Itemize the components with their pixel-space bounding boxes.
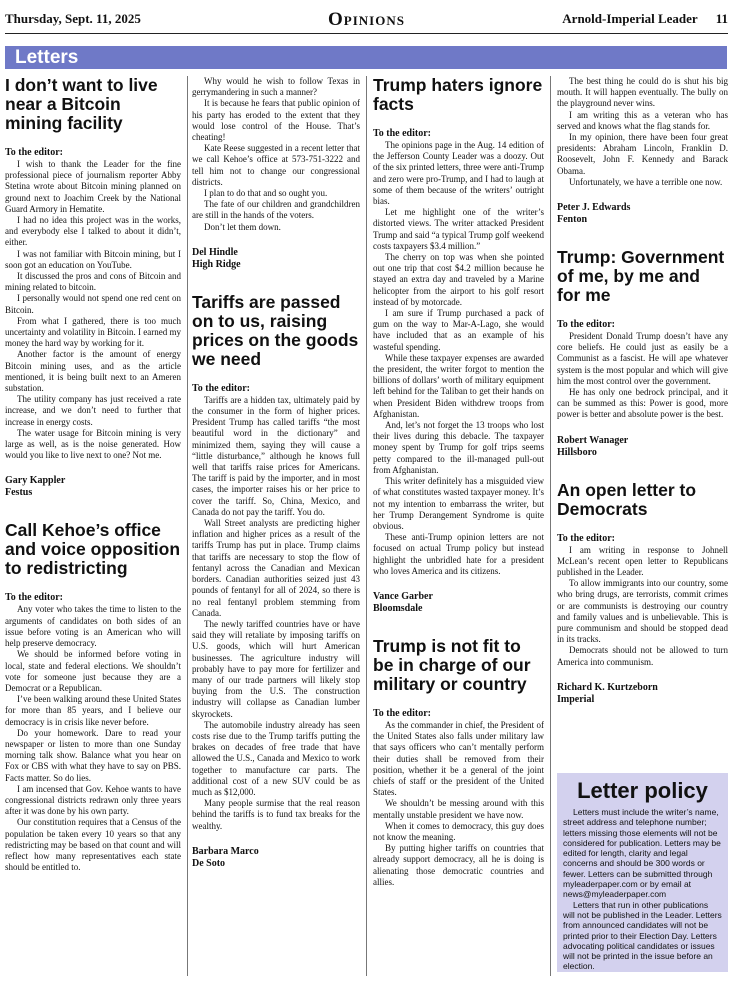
paragraph: I am writing this as a veteran who has served and knows what the flag stands for. bbox=[557, 109, 728, 131]
paragraph: This writer definitely has a misguided view of what constitutes wasted taxpayer money. It’s not my intention to embarrass the writer, but her Trump Derangement Syndrome is quite obvious. bbox=[373, 476, 544, 531]
letter-policy-box bbox=[557, 773, 728, 972]
author-name: Robert Wanager bbox=[557, 434, 629, 446]
letter-trump-haters bbox=[373, 76, 544, 615]
paragraph: I am incensed that Gov. Kehoe wants to have congressional districts redrawn only three years after it was done by his own party. bbox=[5, 783, 181, 817]
letter-headline: Tariffs are passed on to us, raising prices on the goods we need bbox=[192, 291, 359, 369]
paper-info bbox=[562, 11, 728, 27]
paragraph: Why would he wish to follow Texas in gerrymandering in such a manner? bbox=[192, 76, 360, 98]
author-town: Hillsboro bbox=[557, 446, 597, 458]
paragraph: He has only one bedrock principal, and it can be summed as this: Power is good, more power is better and absolute power is the best. bbox=[557, 387, 728, 420]
paragraph: We shouldn’t be messing around with this mentally unstable president we have now. bbox=[373, 798, 544, 820]
paragraph: Many people surmise that the real reason behind the tariffs is to fund tax breaks for the wealthy. bbox=[192, 798, 360, 831]
paragraph: Kate Reese suggested in a recent letter that we call Kehoe’s office at 573-751-3222 and tell him not to change our congressional districts. bbox=[192, 143, 360, 187]
paragraph: When it comes to democracy, this guy does not know the meaning. bbox=[373, 820, 544, 842]
letter-headline: Trump haters ignore facts bbox=[373, 76, 543, 114]
author-town: Bloomsdale bbox=[373, 602, 423, 614]
salutation: To the editor: bbox=[557, 319, 615, 331]
letters-banner-label: Letters bbox=[15, 47, 79, 68]
paragraph: The water usage for Bitcoin mining is very large as well, as is the noise generated. How would you like to live next to one? Not me. bbox=[5, 427, 181, 461]
paragraph: It is because he fears that public opinion of his party has eroded to the extent that they would lose control of the House. That’s cheating! bbox=[192, 98, 360, 143]
paragraph: These anti-Trump opinion letters are not focused on actual Trump policy but instead highlight the unbridled hate for a president who loves America and its citizens. bbox=[373, 532, 544, 576]
letter-headline: Call Kehoe’s office and voice opposition to redistricting bbox=[5, 520, 181, 579]
paragraph: I personally would not spend one red cent on Bitcoin. bbox=[5, 293, 181, 315]
letter-policy-text: Letters must include the writer’s name, street address and telephone number; letters missing those elements will not be considered for publication. Letters may be edited for length, clarity and legal concerns and should be 300 words or fewer. Letters can be submitted through myleaderpaper.com or by email at news@myleaderpaper.com bbox=[563, 807, 721, 900]
column-2 bbox=[192, 76, 360, 976]
letter-open-letter bbox=[557, 481, 728, 706]
letter-government-of-me bbox=[557, 248, 728, 459]
paragraph: I plan to do that and so ought you. bbox=[204, 188, 328, 199]
paragraph: While these taxpayer expenses are awarded the president, the writer forgot to mention the billions of dollars’ worth of military equipment left behind for the Taliban to get their hands on when President Biden withdrew troops from Afghanistan. bbox=[373, 352, 544, 419]
letter-headline: Trump is not fit to be in charge of our military or country bbox=[373, 635, 531, 694]
paragraph: In my opinion, there have been four great presidents: Abraham Lincoln, Franklin D. Roosevelt, John F. Kennedy and Barack Obama. bbox=[557, 132, 728, 176]
paragraph: I am sure if Trump purchased a pack of gum on the way to Mar-A-Lago, she would have included that as an example of his wasteful spending. bbox=[373, 308, 544, 352]
paragraph: I wish to thank the Leader for the fine professional piece of journalism reporter Abby Stetina wrote about Bitcoin mining planned on ground next to Joachim Creek by the National Guard Armory in Hematite. bbox=[5, 159, 181, 214]
column-rule bbox=[366, 76, 367, 976]
paragraph: I had no idea this project was in the works, and everybody else I talked to about it didn’t, either. bbox=[5, 215, 181, 248]
column-4 bbox=[557, 76, 728, 769]
paragraph: Wall Street analysts are predicting higher inflation and higher prices as a result of the tariffs Trump has put in place. Trump claims that tariffs are necessary to stop the flow of fentanyl across the Canadian and Mexican borders. Canadian authorities seized just 43 pounds of fentanyl for all of 2024, so there is no real fentanyl problem stemming from Canada. bbox=[192, 518, 360, 618]
author-name: Richard K. Kurtzeborn bbox=[557, 681, 658, 693]
paragraph: Any voter who takes the time to listen to the arguments of candidates on both sides of an issue before voting is an American who will help preserve democracy. bbox=[5, 604, 181, 649]
paragraph: I’ve been walking around these United States for more than 85 years, and I believe our democracy is in crisis like never before. bbox=[5, 694, 181, 727]
paragraph: President Donald Trump doesn’t have any core beliefs. He could just as easily be a Communist as a fascist. He will ape whatever system is the most popular and which will give him the most control over the government. bbox=[557, 331, 728, 386]
masthead bbox=[5, 9, 728, 34]
paragraph: Our constitution requires that a Census of the population be taken every 10 years so that any redistricting may be based on that count and will reflect how many representatives each state should be entitled to. bbox=[5, 817, 181, 873]
author-name: Peter J. Edwards bbox=[557, 202, 631, 214]
letter-policy-text: Letters that run in other publications will not be published in the Leader. Letters from announced candidates will not be printed prior to their Election Day. Letters advocating political candidates or issues will not be printed in the issue before an election. bbox=[563, 899, 722, 972]
paragraph: The automobile industry already has seen costs rise due to the Trump tariffs putting the brakes on decades of free trade that have allowed the U.S., Canada and Mexico to work together to manufacture car parts. The additional cost of a new SUV could be as much as $12,000. bbox=[192, 719, 360, 797]
salutation: To the editor: bbox=[192, 382, 250, 394]
column-rule bbox=[550, 76, 551, 976]
paragraph: From what I gathered, there is too much uncertainty and volatility in Bitcoin. I earned my money the hard way by working for it. bbox=[5, 315, 181, 349]
paragraph: And, let’s not forget the 13 troops who lost their lives during this debacle. The taxpayer money spent by Trump for golf trips seems petty compared to the ill-managed pull-out from Afghanistan. bbox=[373, 420, 544, 475]
salutation: To the editor: bbox=[5, 147, 63, 158]
salutation: To the editor: bbox=[557, 532, 615, 544]
paragraph: Unfortunately, we have a terrible one now. bbox=[569, 176, 723, 187]
column-3 bbox=[373, 76, 544, 976]
salutation: To the editor: bbox=[5, 592, 63, 604]
paper-name: Arnold-Imperial Leader bbox=[562, 11, 698, 26]
author-name: Gary Kappler bbox=[5, 475, 66, 487]
paragraph: The utility company has just received a rate increase, and we don’t need to further that increase in energy costs. bbox=[5, 394, 181, 427]
author-name: Del Hindle bbox=[192, 246, 238, 258]
paragraph: I was not familiar with Bitcoin mining, but I soon got an education on YouTube. bbox=[5, 248, 181, 270]
author-town: Imperial bbox=[557, 693, 595, 705]
paragraph: By putting higher tariffs on countries that already support democracy, all he is doing is alienating those democratic countries and allies. bbox=[373, 843, 544, 887]
paragraph: We should be informed before voting in local, state and federal elections. We shouldn’t vote for someone just because they are a Democrat or a Republican. bbox=[5, 649, 181, 693]
salutation: To the editor: bbox=[373, 707, 431, 719]
page-number: 11 bbox=[715, 11, 728, 26]
letter-bitcoin bbox=[5, 76, 181, 499]
salutation: To the editor: bbox=[373, 128, 431, 139]
paragraph: To allow immigrants into our country, some who bring drugs, are terrorists, commit crimes or are communists is destroying our country and family values and is unbelievable. This is pure communism and should be stopped dead in its tracks. bbox=[557, 578, 728, 645]
paragraph: The best thing he could do is shut his big mouth. It will happen eventually. The bully on the playground never wins. bbox=[557, 76, 728, 109]
author-town: High Ridge bbox=[192, 258, 241, 270]
letter-headline: Trump: Government of me, by me and for me bbox=[557, 247, 725, 306]
paragraph: Another factor is the amount of energy Bitcoin mining uses, and as the article mentioned, it is being built next to an Ameren substation. bbox=[5, 349, 181, 394]
paragraph: Don’t let them down. bbox=[204, 221, 281, 232]
paragraph: The newly tariffed countries have or have said they will retaliate by imposing tariffs on U.S. goods, which will hurt American businesses. The agriculture industry will probably have to pay more for fertilizer and many of our trade partners will likely stop buying from the U.S. The construction industry will collapse as Canadian lumber skyrockets. bbox=[192, 618, 360, 719]
paragraph: Let me highlight one of the writer’s distorted views. The writer attacked President Trump and said “a typical Trump golf weekend costs taxpayers $3.4 million.” bbox=[373, 207, 544, 251]
issue-date: Thursday, Sept. 11, 2025 bbox=[5, 11, 141, 26]
letter-headline: An open letter to Democrats bbox=[557, 479, 697, 519]
column-1 bbox=[5, 76, 181, 976]
author-town: Festus bbox=[5, 487, 33, 499]
letter-not-fit bbox=[373, 637, 544, 888]
paragraph: Tariffs are a hidden tax, ultimately paid by the consumer in the form of higher prices. President Trump has called tariffs “the most beautiful word in the dictionary” and minimized them, saying they will cause a “little disturbance,” although he knows full well that tariffs raise prices for Americans. The tariff is paid by the importer, and in most cases, the importer raises his or her price to cover the tariff. So, China, Mexico, and Canada do not pay the tariff. You do. bbox=[192, 394, 360, 517]
letter-redistricting bbox=[5, 521, 181, 873]
paragraph: Democrats should not be allowed to turn America into communism. bbox=[557, 645, 728, 667]
letter-tariffs bbox=[192, 293, 360, 870]
paragraph: It discussed the pros and cons of Bitcoin and mining related to bitcoin. bbox=[5, 271, 181, 293]
section-title: Opinions bbox=[328, 9, 405, 30]
paragraph: As the commander in chief, the President of the United States also falls under military law that says officers who can’t mentally perform their duties shall be removed from their position, whether it be a general of the joint chiefs of staff or the president of the United States. bbox=[373, 719, 544, 798]
paragraph: The cherry on top was when she pointed out one trip that cost $4.2 million because he stayed an extra day and traveled by a Marine helicopter from the airport to his golf resort instead of by motorcade. bbox=[373, 252, 544, 307]
author-name: Vance Garber bbox=[373, 590, 433, 602]
paragraph: I am writing in response to Johnell McLean’s recent open letter to Republicans published in the Leader. bbox=[557, 544, 728, 578]
author-town: Fenton bbox=[557, 214, 587, 226]
column-rule bbox=[187, 76, 188, 976]
paragraph: Do your homework. Dare to read your newspaper or listen to more than one Sunday morning talk show. Balance what you hear on Fox or CBS with what they have to say on PBS. Facts matter. So do lies. bbox=[5, 727, 181, 783]
letter-policy-title: Letter policy bbox=[577, 778, 708, 803]
author-name: Barbara Marco bbox=[192, 845, 259, 857]
letter-headline: I don’t want to live near a Bitcoin mining facility bbox=[5, 76, 158, 133]
paragraph: The fate of our children and grandchildren are still in the hands of the voters. bbox=[192, 199, 360, 221]
author-town: De Soto bbox=[192, 857, 226, 869]
paragraph: The opinions page in the Aug. 14 edition of the Jefferson County Leader was a doozy. Out of the six printed letters, three were anti-Trump and zero were pro-Trump, and I had to laugh at some of them because of the writers’ outright bias. bbox=[373, 140, 544, 207]
letters-banner bbox=[5, 46, 727, 69]
